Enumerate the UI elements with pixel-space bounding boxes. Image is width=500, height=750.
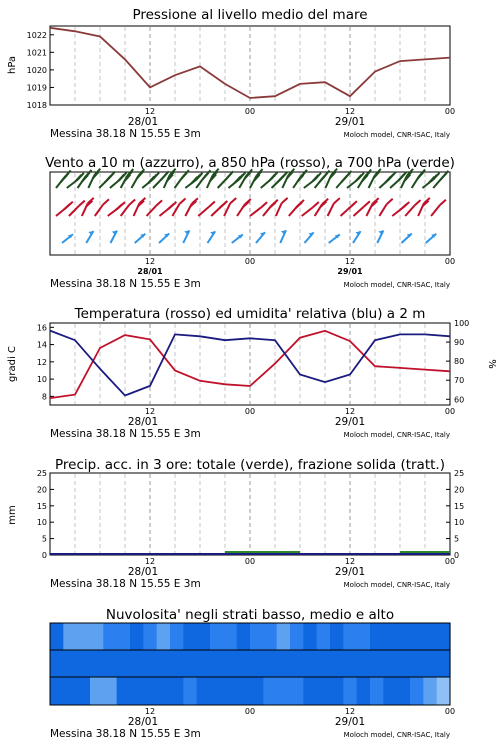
cloud-cell-basso — [317, 677, 331, 705]
cloud-cell-alto — [117, 623, 131, 650]
y-tick-label: 10 — [454, 518, 465, 528]
cloud-cell-medio — [77, 650, 91, 677]
x-tick-label: 12 — [344, 257, 356, 266]
wind-barbs — [56, 169, 448, 243]
precipitation-bars — [225, 551, 450, 553]
model-credit: Moloch model, CNR-ISAC, Italy — [343, 131, 450, 139]
x-tick-label: 00 — [444, 107, 456, 116]
cloud-cell-alto — [290, 623, 304, 650]
cloud-cell-basso — [143, 677, 157, 705]
y-tick-label: 1022 — [26, 30, 47, 40]
cloud-cell-alto — [343, 623, 357, 650]
wind-barb-shaft — [69, 206, 79, 216]
y-tick-label: 12 — [36, 357, 47, 367]
wind-barb-feather — [203, 173, 209, 180]
cloud-cell-alto — [303, 623, 317, 650]
cloud-cell-alto — [263, 623, 277, 650]
wind-barb-feather — [261, 202, 267, 207]
x-tick-label: 12 — [344, 707, 356, 716]
cloud-cell-basso — [370, 677, 384, 705]
wind-barb-feather — [129, 199, 135, 204]
precipitation-bar — [275, 551, 300, 553]
model-credit: Moloch model, CNR-ISAC, Italy — [343, 281, 450, 289]
precipitation-title: Precip. acc. in 3 ore: totale (verde), frazione solida (tratt.) — [55, 457, 445, 473]
cloud-cell-basso — [210, 677, 224, 705]
cloud-cell-alto — [63, 623, 77, 650]
cloud-cell-medio — [197, 650, 211, 677]
cloud-cell-medio — [397, 650, 411, 677]
wind-barb-shaft — [147, 206, 157, 216]
cloud-cell-alto — [250, 623, 264, 650]
cloud-cell-alto — [50, 623, 64, 650]
cloud-cell-medio — [303, 650, 317, 677]
temperature-y-label: gradi C — [7, 346, 18, 382]
wind-barb-feather — [313, 202, 319, 207]
y-tick-label: 0 — [454, 551, 460, 560]
date-label: 28/01 — [127, 116, 159, 128]
wind-barb-shaft — [328, 203, 334, 216]
x-tick-label: 12 — [344, 407, 356, 416]
wind-barb-feather — [364, 201, 370, 206]
date-label: 29/01 — [334, 416, 366, 428]
wind-barb-shaft — [302, 207, 313, 216]
cloud-cell-alto — [397, 623, 411, 650]
cloud-cell-medio — [90, 650, 104, 677]
date-label: 28/01 — [137, 267, 163, 276]
x-tick-label: 00 — [244, 707, 256, 716]
cloud-cell-basso — [103, 677, 117, 705]
cloud-cell-medio — [277, 650, 291, 677]
cloud-cell-basso — [330, 677, 344, 705]
wind-barb-feather — [414, 200, 420, 205]
x-tick-label: 00 — [244, 407, 256, 416]
wind-barb-shaft — [431, 205, 440, 216]
y-tick-label: 60 — [454, 395, 465, 405]
wind-barb-shaft — [379, 204, 386, 216]
wind-panel — [45, 155, 455, 255]
y-tick-label: 25 — [454, 469, 465, 478]
wind-barb-feather — [230, 198, 236, 203]
x-tick-label: 12 — [144, 707, 156, 716]
y-tick-label: 1020 — [26, 65, 47, 75]
wind-barb-feather — [64, 204, 70, 209]
pressure-y-label: hPa — [7, 55, 18, 75]
wind-barb-feather — [209, 201, 215, 206]
cloud-cell-alto — [437, 623, 451, 650]
cloud-cell-alto — [330, 623, 344, 650]
cloud-cell-basso — [157, 677, 171, 705]
x-tick-label: 12 — [144, 257, 156, 266]
cloud-cell-medio — [103, 650, 117, 677]
cloud-cell-alto — [130, 623, 144, 650]
cloud-cell-basso — [77, 677, 91, 705]
y-tick-label: 5 — [41, 534, 47, 544]
wind-barb-shaft — [121, 205, 129, 216]
wind-barb-feather — [387, 199, 393, 204]
location-label: Messina 38.18 N 15.55 E 3m — [50, 728, 201, 740]
cloud-cell-basso — [250, 677, 264, 705]
wind-barb-feather — [79, 201, 85, 206]
y-tick-label: 20 — [454, 485, 465, 495]
cloud-cell-basso — [410, 677, 424, 705]
wind-barb-feather — [282, 198, 288, 203]
cloud-cell-basso — [50, 677, 64, 705]
cloud-cell-medio — [130, 650, 144, 677]
wind-barb-feather — [334, 198, 340, 203]
date-label: 29/01 — [334, 566, 366, 578]
cloud-cell-basso — [423, 677, 437, 705]
cloud-cell-medio — [143, 650, 157, 677]
wind-title: Vento a 10 m (azzurro), a 850 hPa (rosso), a 700 hPa (verde) — [45, 155, 455, 171]
pressure-panel — [7, 7, 450, 110]
x-tick-label: 12 — [344, 557, 356, 566]
cloud-cell-medio — [157, 650, 171, 677]
cloud-cell-medio — [263, 650, 277, 677]
y-tick-label: 1021 — [26, 48, 47, 58]
cloud-cell-medio — [170, 650, 184, 677]
y-tick-label: 1019 — [26, 83, 47, 93]
precipitation-bar — [250, 551, 275, 553]
cloud-cell-basso — [263, 677, 277, 705]
x-tick-label: 00 — [244, 107, 256, 116]
model-credit: Moloch model, CNR-ISAC, Italy — [343, 431, 450, 439]
wind-barb-feather — [118, 174, 124, 181]
wind-barb-feather — [355, 175, 361, 182]
wind-barb-feather — [440, 200, 446, 205]
wind-barb-feather — [103, 199, 109, 204]
cloud-cell-basso — [237, 677, 251, 705]
cloud-cell-medio — [410, 650, 424, 677]
y-tick-label: 14 — [36, 340, 47, 350]
wind-barb-feather — [341, 176, 347, 183]
wind-barb-feather — [161, 174, 167, 181]
y-tick-label: 25 — [36, 469, 47, 478]
cloud-cell-alto — [423, 623, 437, 650]
temperature-plot-frame — [50, 323, 450, 405]
pressure-gridlines — [75, 27, 425, 104]
cloud-cell-medio — [250, 650, 264, 677]
y-tick-label: 16 — [36, 323, 47, 333]
wind-barb-feather — [179, 199, 185, 204]
cloud-cell-alto — [237, 623, 251, 650]
wind-barb-feather — [277, 176, 283, 183]
cloud-cell-medio — [223, 650, 237, 677]
wind-barb-feather — [440, 173, 446, 180]
date-label: 28/01 — [127, 716, 159, 728]
cloud-cell-basso — [90, 677, 104, 705]
y-tick-label: 70 — [454, 376, 465, 386]
x-tick-label: 00 — [444, 257, 456, 266]
humidity-y-label: % — [486, 359, 497, 369]
cloud-cell-basso — [130, 677, 144, 705]
cloud-heatmap — [50, 623, 451, 705]
cloud-cell-medio — [343, 650, 357, 677]
x-tick-label: 00 — [444, 557, 456, 566]
temperature-panel — [7, 306, 497, 405]
y-tick-label: 15 — [36, 501, 47, 511]
cloud-cell-alto — [317, 623, 331, 650]
date-label: 28/01 — [127, 416, 159, 428]
cloud-cell-medio — [370, 650, 384, 677]
y-tick-label: 8 — [41, 392, 47, 402]
temperature-title: Temperatura (rosso) ed umidita' relativa (blu) a 2 m — [74, 306, 426, 322]
precipitation-gridlines — [75, 474, 425, 554]
wind-barb-feather — [296, 202, 302, 207]
wind-barb-feather — [225, 174, 231, 181]
cloud-cell-medio — [210, 650, 224, 677]
y-tick-label: 80 — [454, 357, 465, 367]
cloud-cell-medio — [423, 650, 437, 677]
wind-barb-feather — [116, 204, 122, 209]
wind-barb-feather — [168, 204, 174, 209]
wind-barb-feather — [269, 174, 275, 181]
cloud-cell-basso — [437, 677, 451, 705]
location-label: Messina 38.18 N 15.55 E 3m — [50, 278, 201, 290]
cloud-cell-alto — [143, 623, 157, 650]
cloud-cell-alto — [90, 623, 104, 650]
date-label: 29/01 — [334, 716, 366, 728]
x-tick-label: 00 — [444, 707, 456, 716]
x-tick-label: 12 — [344, 107, 356, 116]
precipitation-bar — [425, 551, 450, 553]
cloud-cell-medio — [50, 650, 64, 677]
cloud-cell-basso — [277, 677, 291, 705]
cloud-cell-medio — [290, 650, 304, 677]
wind-barb-feather — [61, 175, 67, 182]
x-tick-label: 00 — [244, 257, 256, 266]
cloud-cell-alto — [210, 623, 224, 650]
precipitation-y-ticks-right — [446, 469, 464, 560]
cloud-cell-alto — [383, 623, 397, 650]
wind-barb-shaft — [95, 205, 103, 216]
cloud-panel — [50, 607, 451, 705]
wind-barb-shaft — [353, 207, 363, 216]
precipitation-plot-frame — [50, 473, 450, 555]
cloud-cell-basso — [183, 677, 197, 705]
location-label: Messina 38.18 N 15.55 E 3m — [50, 428, 201, 440]
location-label: Messina 38.18 N 15.55 E 3m — [50, 578, 201, 590]
cloud-cell-basso — [383, 677, 397, 705]
cloud-cell-basso — [397, 677, 411, 705]
wind-barb-feather — [156, 200, 162, 205]
cloud-cell-alto — [170, 623, 184, 650]
x-tick-label: 00 — [444, 407, 456, 416]
y-tick-label: 20 — [36, 485, 47, 495]
cloud-cell-medio — [330, 650, 344, 677]
wind-barb-feather — [219, 203, 225, 208]
x-tick-label: 00 — [244, 557, 256, 566]
wind-barb-feather — [401, 204, 407, 209]
precipitation-y-ticks — [37, 469, 54, 560]
cloud-cell-alto — [183, 623, 197, 650]
cloud-cell-basso — [197, 677, 211, 705]
wind-barb-feather — [349, 203, 355, 208]
wind-barb-feather — [105, 176, 111, 183]
x-tick-label: 12 — [144, 407, 156, 416]
cloud-cell-basso — [63, 677, 77, 705]
wind-gridlines — [75, 173, 425, 254]
date-label: 29/01 — [334, 116, 366, 128]
cloud-cell-basso — [303, 677, 317, 705]
cloud-cell-basso — [343, 677, 357, 705]
cloud-cell-alto — [357, 623, 371, 650]
model-credit: Moloch model, CNR-ISAC, Italy — [343, 731, 450, 739]
y-tick-label: 10 — [36, 375, 47, 385]
cloud-cell-basso — [290, 677, 304, 705]
y-tick-label: 0 — [41, 551, 47, 560]
x-tick-label: 12 — [144, 557, 156, 566]
cloud-title: Nuvolosita' negli strati basso, medio e alto — [105, 607, 395, 623]
cloud-cell-medio — [317, 650, 331, 677]
cloud-cell-medio — [237, 650, 251, 677]
cloud-cell-basso — [170, 677, 184, 705]
y-tick-label: 15 — [454, 501, 465, 511]
temperature-y-ticks — [37, 323, 54, 401]
wind-barb-shaft — [405, 206, 414, 216]
cloud-cell-medio — [117, 650, 131, 677]
date-label: 29/01 — [337, 267, 363, 276]
model-credit: Moloch model, CNR-ISAC, Italy — [343, 581, 450, 589]
cloud-cell-medio — [437, 650, 451, 677]
cloud-cell-medio — [383, 650, 397, 677]
cloud-cell-basso — [223, 677, 237, 705]
y-tick-label: 90 — [454, 338, 465, 348]
y-tick-label: 10 — [36, 518, 47, 528]
cloud-cell-medio — [63, 650, 77, 677]
x-tick-label: 12 — [144, 107, 156, 116]
location-label: Messina 38.18 N 15.55 E 3m — [50, 128, 201, 140]
cloud-cell-medio — [183, 650, 197, 677]
y-tick-label: 5 — [454, 534, 460, 544]
cloud-cell-alto — [157, 623, 171, 650]
cloud-cell-alto — [103, 623, 117, 650]
cloud-cell-alto — [410, 623, 424, 650]
date-label: 28/01 — [127, 566, 159, 578]
cloud-cell-alto — [197, 623, 211, 650]
precipitation-y-label: mm — [7, 505, 18, 525]
wind-barb-shaft — [276, 203, 282, 216]
cloud-cell-basso — [357, 677, 371, 705]
precipitation-panel — [7, 457, 464, 560]
humidity-y-ticks — [446, 319, 469, 404]
wind-barb-feather — [181, 173, 187, 180]
cloud-cell-alto — [277, 623, 291, 650]
pressure-title: Pressione al livello medio del mare — [132, 7, 368, 23]
precipitation-bar — [225, 551, 250, 553]
cloud-cell-alto — [223, 623, 237, 650]
wind-barb-feather — [398, 174, 404, 181]
wind-barb-shaft — [250, 207, 261, 216]
cloud-cell-alto — [370, 623, 384, 650]
cloud-cell-alto — [77, 623, 91, 650]
precipitation-bar — [400, 551, 425, 553]
cloud-cell-medio — [357, 650, 371, 677]
cloud-cell-basso — [117, 677, 131, 705]
y-tick-label: 100 — [454, 319, 470, 328]
y-tick-label: 1018 — [26, 101, 47, 110]
